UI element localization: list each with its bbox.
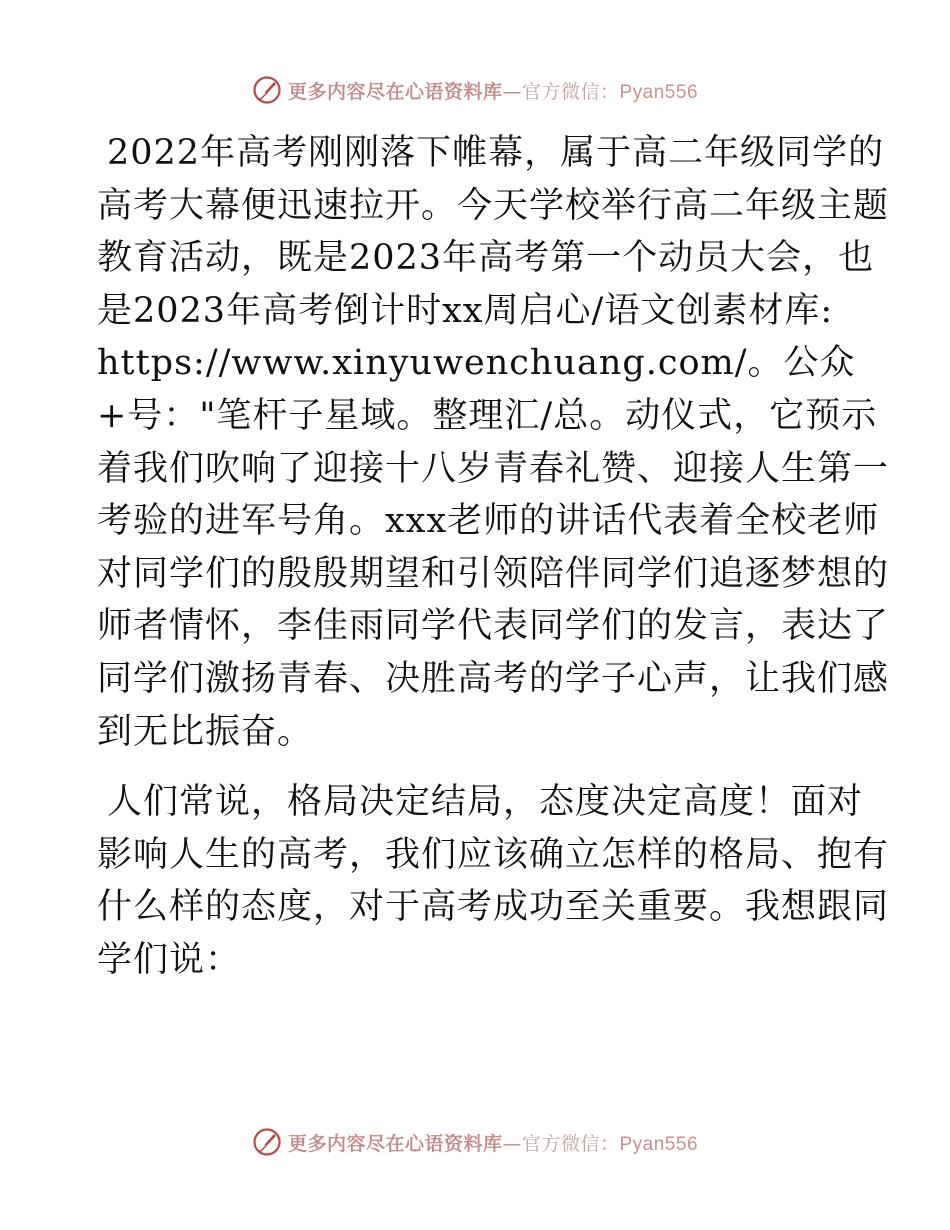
- text-line: 影响人生的高考，我们应该确立怎样的格局、抱有: [97, 834, 890, 875]
- text-line: 着我们吹响了迎接十八岁青春礼赞、迎接人生第一: [97, 448, 890, 489]
- banner-dash: —: [502, 1132, 522, 1155]
- footer-banner: [0, 1122, 950, 1162]
- text-line: 到无比振奋。: [97, 711, 314, 752]
- header-banner: [0, 70, 950, 110]
- text-line: https://www.xinyuwenchuang.com/。公众: [97, 343, 856, 384]
- text-line: 人们常说，格局决定结局，态度决定高度！面对: [107, 782, 864, 823]
- banner-wechat-label: 官方微信：: [521, 1132, 620, 1155]
- text-line: 高考大幕便迅速拉开。今天学校举行高二年级主题: [97, 185, 890, 226]
- text-line: 教育活动，既是2023年高考第一个动员大会，也: [97, 238, 875, 279]
- text-line: +号："笔杆子星域。整理汇/总。动仪式，它预示: [97, 395, 878, 436]
- document-body: [97, 127, 890, 987]
- banner-dash: —: [502, 80, 522, 103]
- quill-logo-icon: [252, 75, 282, 105]
- text-line: 考验的进军号角。xxx老师的讲话代表着全校老师: [97, 501, 880, 542]
- banner-site-name: 更多内容尽在心语资料库: [287, 80, 503, 103]
- text-line: 对同学们的殷殷期望和引领陪伴同学们追逐梦想的: [97, 553, 890, 594]
- paragraph-2: [97, 776, 890, 986]
- banner-wechat-id: Pyan556: [619, 1133, 699, 1155]
- paragraph-1: [97, 127, 890, 758]
- quill-logo-icon: [252, 1127, 282, 1157]
- text-line: 2022年高考刚刚落下帷幕，属于高二年级同学的: [107, 133, 885, 173]
- banner-wechat-label: 官方微信：: [521, 80, 620, 103]
- text-line: 师者情怀，李佳雨同学代表同学们的发言，表达了: [97, 606, 890, 647]
- text-line: 同学们激扬青春、决胜高考的学子心声，让我们感: [97, 658, 890, 699]
- text-line: 什么样的态度，对于高考成功至关重要。我想跟同: [97, 887, 890, 928]
- text-line: 是2023年高考倒计时xx周启心/语文创素材库:: [97, 290, 834, 331]
- banner-wechat-id: Pyan556: [619, 81, 699, 103]
- text-line: 学们说：: [97, 939, 242, 980]
- banner-site-name: 更多内容尽在心语资料库: [287, 1132, 503, 1155]
